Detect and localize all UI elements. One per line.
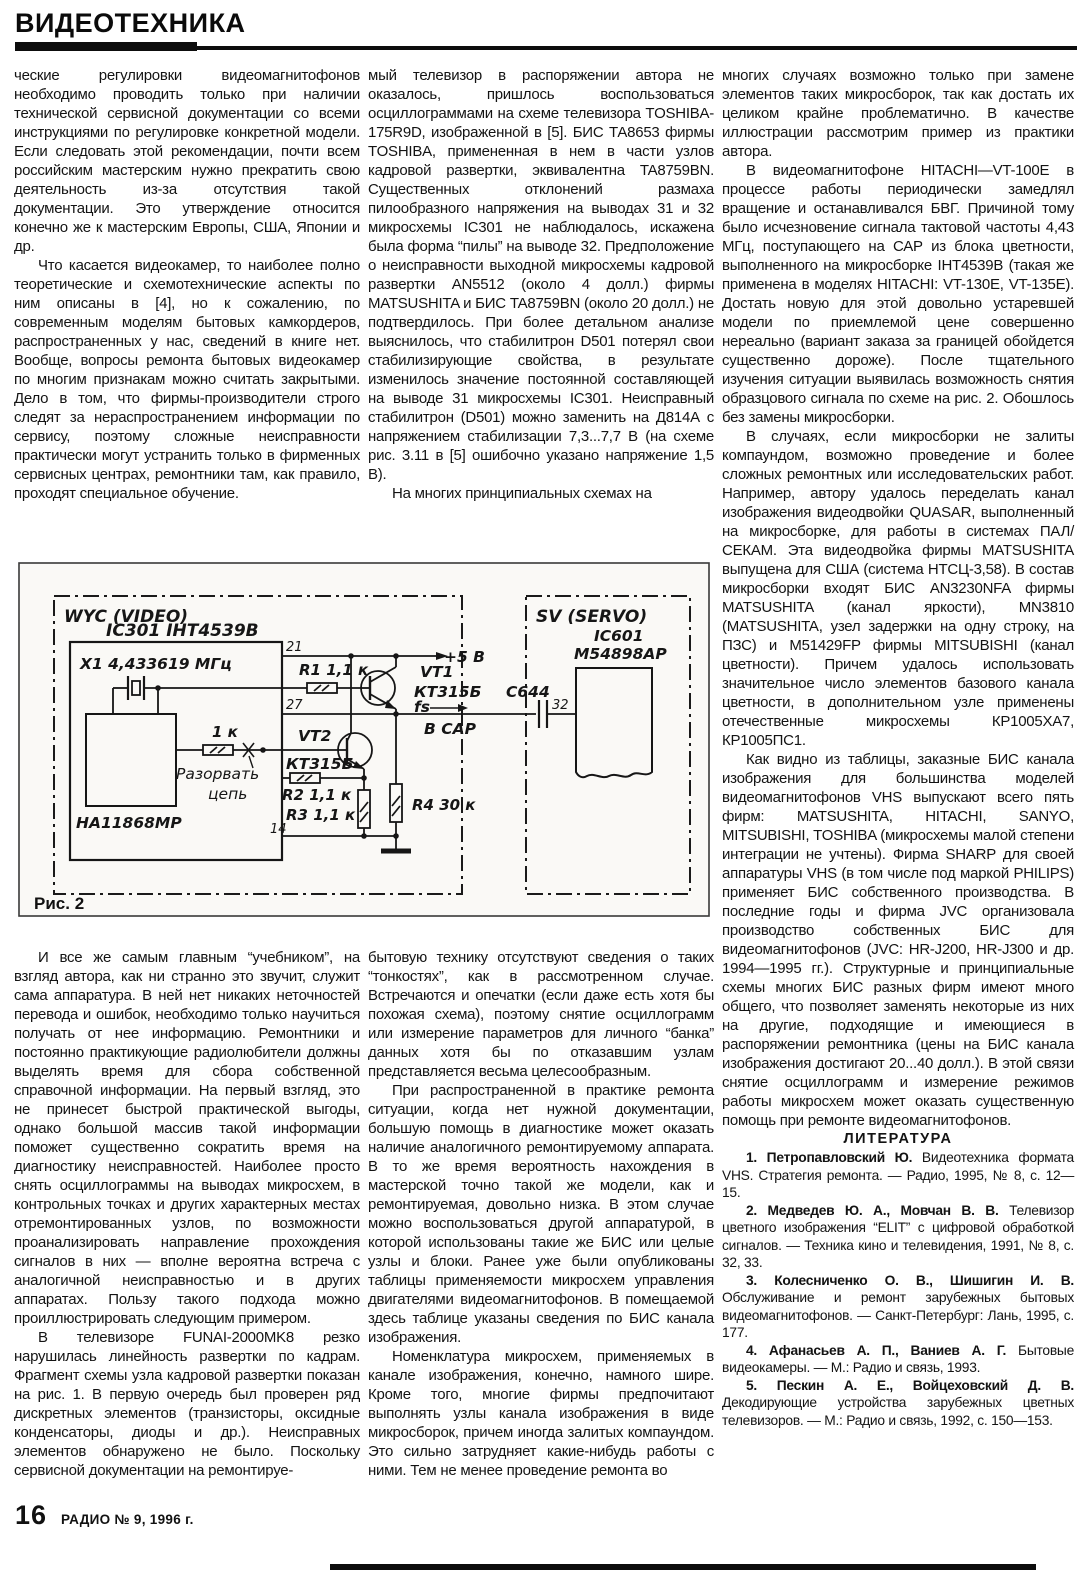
r3-label: R3 1,1 к [286, 806, 356, 824]
paragraph: Номенклатура микросхем, применяемых в канале изображения, конечно, намного шире. Кроме того, многие фирмы предпочитают выполнять узлы канала изображения в виде микросборок, причем иногда залитых компаундом. Это сильно затрудняет какие-нибудь работы с ними. Тем не менее проведение ремонта во [368, 1348, 714, 1479]
reference-authors: 5. Пескин А. Е., Войцеховский Д. В. [746, 1377, 1074, 1393]
r2-label: R2 1,1 к [282, 786, 352, 804]
ic601-block [576, 668, 652, 777]
reference-item [722, 1272, 1074, 1342]
reference-item [722, 1342, 1074, 1377]
paragraph: И все же самым главным “учебником”, на взгляд автора, как ни странно это звучит, служит сама аппаратура. В ней нет никаких неточностей перевода и ошибок, необходимо только научиться получать от нее информацию. Ремонтники и постоянно практикующие радиолюбители должны выделять время для сбора собственной справочной информации. На первый взгляд, это не принесет быстрой практической выгоды, однако большой массив такой информации поможет существенно сократить время на диагностику неисправностей. Наиболее просто снять осциллограммы на выводах микросхем, в контрольных точках и других характерных местах отремонтированных узлов, по возможности проанализировать направление прохождения сигналов в них — вполне вероятна встреча с аналогичной неисправностью и в других аппаратах. Пользу такого подхода можно проиллюстрировать следующим примером. [14, 949, 360, 1327]
figure-caption: Рис. 2 [34, 894, 85, 913]
ha11868-label: HA11868MP [76, 814, 182, 832]
r1-label: R1 1,1 к [299, 661, 369, 679]
vt1-label: VT1 [420, 663, 454, 681]
plus5-label: +5 В [444, 648, 485, 666]
reference-text: Обслуживание и ремонт зарубежных бытовых видеомагнитофонов. — Санкт-Петербург: Лань, 1995, с. 177. [722, 1290, 1074, 1340]
reference-text: Декодирующие устройства зарубежных цветных телевизоров. — М.: Радио и связь, 1992, с. 150—153. [722, 1395, 1074, 1428]
reference-text: Видеотехника формата VHS. Стратегия ремонта. — Радио, 1995, № 8, с. 12—15. [722, 1150, 1074, 1200]
paragraph: ческие регулировки видеомагнитофонов необходимо проводить только при наличии технической сервисной документации со всеми инструкциями по регулировке конкретной модели. Если следовать этой рекомендации, почти всем российским мастерским нужно прекратить свою деятельность из-за отсутствия такой документации. Это утверждение относится конечно же к мастерским Европы, США, Японии и др. [14, 67, 360, 255]
reference-text: Телевизор цветного изображения “ELIT” с цифровой обработкой сигналов. — Техника кино и телевидения, 1991, № 8, с. 32, 33. [722, 1202, 1074, 1270]
break-label-1: Разорвать [176, 765, 260, 783]
pin21-label: 21 [286, 640, 303, 655]
column-3 [722, 66, 1074, 1429]
literature-heading: ЛИТЕРАТУРА [843, 1131, 953, 1147]
reference-authors: 4. Афанасьев А. П., Ваниев А. Г. [746, 1342, 1007, 1358]
reference-text: Бытовые видеокамеры. — М.: Радио и связь, 1993. [722, 1342, 1074, 1375]
paragraph: На многих принципиальных схемах на [392, 485, 652, 502]
page-footer [15, 1500, 194, 1531]
paragraph: многих случаях возможно только при замене элементов таких микросборок, так как достать их целиком крайне проблематично. В качестве иллюстрации рассмотрим пример из практики автора. [722, 67, 1074, 160]
paragraph: бытовую технику отсутствуют сведения о таких “тонкостях”, как в рассмотренном случае. Встречаются и опечатки (если даже есть хотя бы похожая схема), поэтому снятие осциллограмм или измерение параметров для личного “банка” данных хотя бы по отказавшим узлам представляется весьма целесообразным. [368, 949, 714, 1080]
column-2-top [368, 66, 714, 503]
reference-item [722, 1202, 1074, 1272]
vt1-emitter-arrow [385, 700, 396, 709]
paragraph: В случаях, если микросборки не залиты компаундом, возможно проведение и более сложных ремонтных или исследовательских работ. Например, автору удалось переделать канал изображения видеодвойки QUASAR, выполненный на микросборке, для работы в системах ПАЛ/СЕКАМ. Эта видеодвойка фирмы MATSUSHITA выпущена для США (система НТСЦ-3,58). В состав микросборки входят БИС AN3230NFA фирмы MATSUSHITA (канал яркости), MN3810 (MATSUSHITA, узел задержки на одну строку, на ПЗС) и M51429FP фирмы MITSUBISHI (канал цветности). Причем удалось использовать значительное число элементов базового канала цветности, в дополнительном узле применены отечественные микросхемы КР1005ХА7, КР1005ПС1. [722, 428, 1074, 749]
reference-authors: 3. Колесниченко О. В., Шишигин И. В. [746, 1272, 1074, 1288]
r2-branch [282, 773, 364, 783]
paragraph: В телевизоре FUNAI-2000MK8 резко нарушилась линейность развертки по кадрам. Фрагмент схемы узла кадровой развертки показан на рис. 1. В первую очередь был проверен ряд дискретных элементов (транзисторы, оксидные конденсаторы, диоды и др.). Неисправных элементов обнаружено не было. Поскольку сервисной документации на ремонтируе- [14, 1329, 360, 1479]
vt2-type-label: КТ315Б [286, 755, 354, 773]
servo-label: SV (SERVO) [536, 607, 648, 627]
crystal-x1 [113, 676, 282, 714]
r4-branch [390, 714, 402, 836]
column-1-top [14, 66, 360, 503]
to-cap-label: В САР [424, 720, 476, 738]
paragraph: Как видно из таблицы, заказные БИС канала изображения для большинства моделей видеомагнитофонов VHS выпускают всего пять фирм: MATSUSHITA, HITACHI, SANYO, MITSUBISHI, TOSHIBA (микросхемы малой степени интеграции не учтены). Фирма SHARP для своей аппаратуры VHS (в том числе под маркой PHILIPS) применяет БИС собственного производства. В последние годы и фирма JVC организовала производство собственных БИС для видеомагнитофонов (JVC: HR-J200, HR-J300 и др. 1994—1995 гг.). Структурные и принципиальные схемы многих БИС разных фирм имеют много общего, что позволяет заменять некоторые из них на другие, подходящие и имеющиеся в распоряжении ремонтника (цены на БИС канала изображения достигают 20...40 долл.). В этой связи снятие осциллограмм и измерение режимов работы микросхем может оказать существенную помощь при ремонте видеомагнитофонов. [722, 751, 1074, 1129]
break-label-2: цепь [208, 785, 248, 803]
figure-ris-2 [18, 562, 710, 917]
r3-branch [358, 778, 370, 836]
ground-rail [282, 836, 411, 851]
wyc-label: WYC (VIDEO) [64, 607, 189, 627]
ic601-type-label: M54898AP [574, 645, 667, 663]
column-2-bottom [368, 948, 714, 1480]
pin32-label: 32 [552, 698, 569, 713]
ha11868-block [86, 714, 176, 806]
reference-authors: 1. Петропавловский Ю. [746, 1150, 913, 1165]
r4-label: R4 30 к [412, 796, 476, 814]
fs-label: fs [414, 698, 430, 716]
ic301-label: IC301 IHT4539B [106, 621, 259, 641]
bottom-rule [330, 1564, 1036, 1570]
x1-label: X1 4,433619 МГц [80, 655, 232, 673]
vt2-label: VT2 [298, 727, 332, 745]
c644-label: C644 [506, 683, 550, 701]
column-1-bottom [14, 948, 360, 1480]
page-title: ВИДЕОТЕХНИКА [15, 8, 246, 38]
paragraph: Что касается видеокамер, то наиболее полно теоретические и схемотехнические аспекты по ним описаны в [4], но к сожалению, по современным моделям бытовых камкордеров, распространенных у нас, сведений в книге нет. Вообще, вопросы ремонта бытовых видеокамер по многим признакам можно считать закрытыми. Дело в том, что фирмы-производители строго следят за нераспространением информации по сервису, поэтому сложные неисправности практически могут устранить только в фирменных сервисных центрах, ремонтники там, как правило, проходят специальное обучение. [14, 257, 360, 502]
header-rule-thick [15, 42, 197, 51]
reference-authors: 2. Медведев Ю. А., Мовчан В. В. [746, 1202, 999, 1218]
r1-branch [282, 683, 361, 693]
pin27-label: 27 [286, 698, 303, 713]
journal-issue: РАДИО № 9, 1996 г. [61, 1512, 194, 1527]
page-number: 16 [15, 1500, 48, 1530]
reference-item [722, 1149, 1074, 1202]
r-1k-label: 1 к [212, 723, 238, 741]
ic601-label: IC601 [594, 627, 644, 645]
reference-item [722, 1377, 1074, 1430]
vt1-type-label: КТ315Б [414, 683, 482, 701]
schematic-svg [18, 562, 710, 917]
pin14-label: 14 [270, 822, 287, 837]
paragraph: При распространенной в практике ремонта ситуации, когда нет нужной документации, большую помощь в диагностике может оказать наличие аналогичного ремонтируемому аппарата. В то же время вероятность нахождения в мастерской точно такой же модели, как и ремонтируемая, довольно низка. В этом случае можно воспользоваться другой аппаратурой, в которой использованы такие же БИС или целые узлы и блоки. Ранее уже были опубликованы таблицы применяемости микросхем управления двигателями видеомагнитофонов. В помещаемой здесь таблице указаны сведения по БИС канала изображения. [368, 1082, 714, 1346]
paragraph: мый телевизор в распоряжении автора не оказалось, пришлось воспользоваться осциллограммами на схеме телевизора TOSHIBA-175R9D, изображенной в [5]. БИС ТА8653 фирмы TOSHIBA, примененная в нем в части узлов кадровой развертки, эквивалентна TA8759BN. Существенных отклонений размаха пилообразного напряжения на выводах 31 и 32 микросхемы IC301 не наблюдалось, искажена была форма “пилы” на выводе 32. Предположение о неисправности выходной микросхемы кадровой развертки AN5512 (около 4 долл.) фирмы MATSUSHITA и БИС TA8759BN (около 20 долл.) не подтвердилось. При более детальном анализе выяснилось, что стабилитрон D501 потерял свои стабилизирующие свойства, в результате изменилось значение постоянной составляющей на выводе 31 микросхемы IC301. Неисправный стабилитрон (D501) можно заменить на Д814А с напряжением стабилизации 7,3...7,7 В (на схеме рис. 3.11 в [5] ошибочно указано напряжение 1,5 В). [368, 67, 714, 483]
paragraph: В видеомагнитофоне HITACHI—VT-100E в процессе работы периодически замедлял вращение и останавливался БВГ. Причиной тому было исчезновение сигнала тактовой частоты 4,43 МГц, поступающего на САР из блока цветности, выполненного на микросборке IHT4539B (такая же применена в моделях HITACHI: VT-130E, VT-135E). Достать новую для этой довольно устаревшей модели по приемлемой цене совершенно нереально (вариант заказа за границей обойдется существенно дороже). После тщательного изучения ситуации выявилась возможность снятия образцового сигнала по схеме на рис. 2. Обошлось без замены микросборки. [722, 162, 1074, 426]
